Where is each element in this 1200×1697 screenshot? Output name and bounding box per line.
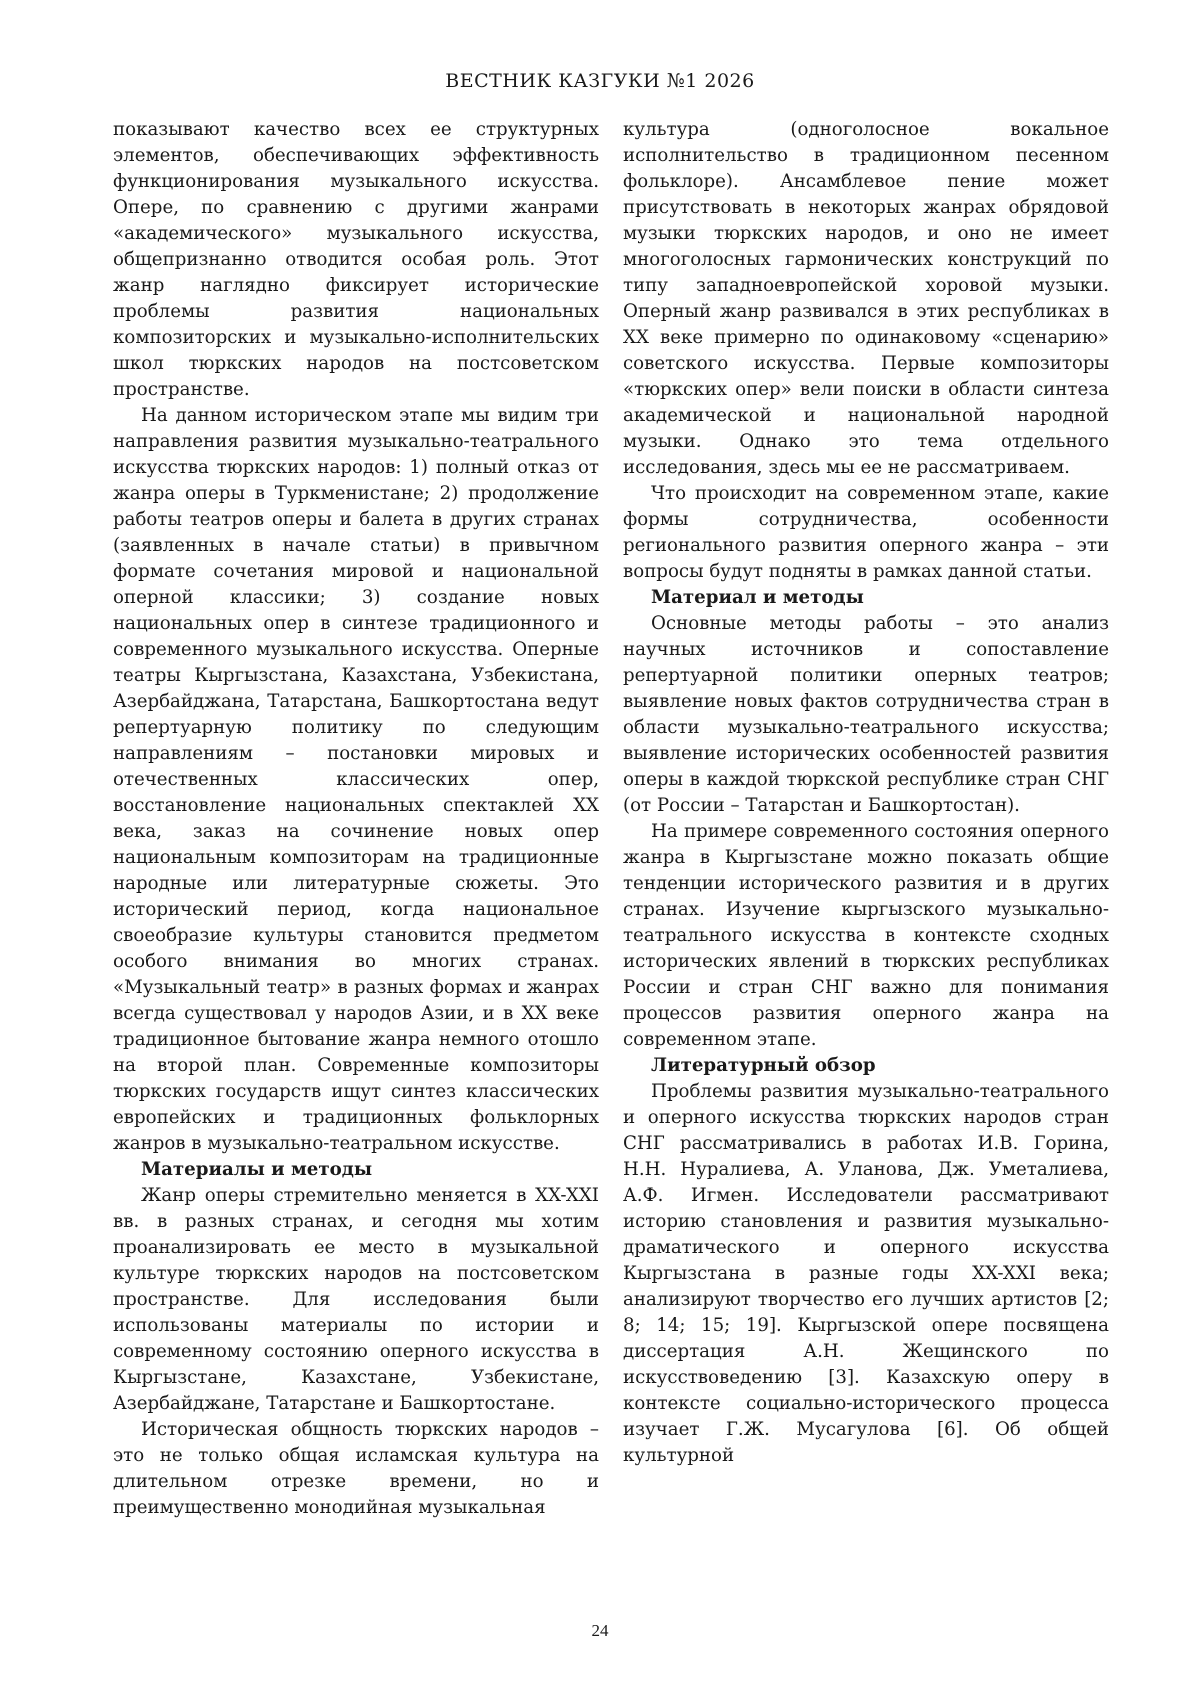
section-heading: Материалы и методы (141, 1159, 373, 1180)
section-heading: Материал и методы (651, 587, 864, 608)
paragraph: Что происходит на современном этапе, какие формы сотрудничества, особенности регионального развития оперного жанра – эти вопросы будут подняты в рамках данной статьи. (623, 483, 1109, 582)
left-column (113, 117, 599, 1521)
right-column (623, 117, 1109, 1469)
section-heading: Литературный обзор (651, 1055, 876, 1076)
paragraph: Проблемы развития музыкально-театрального и оперного искусства тюркских народов стран СНГ рассматривались в работах И.В. Горина, Н.Н. Нуралиева, А. Уланова, Дж. Уметалиева, А.Ф. Игмен. Исследователи рассматривают историю становления и развития музыкально-драматического и оперного искусства Кыргызстана в разные годы XX-XXI века; анализируют творчество его лучших артистов [2; 8; 14; 15; 19]. Кыргызской опере посвящена диссертация А.Н. Жещинского по искусствоведению [3]. Казахскую оперу в контексте социально-исторического процесса изучает Г.Ж. Мусагулова [6]. Об общей культурной (623, 1081, 1109, 1466)
journal-header: ВЕСТНИК КАЗГУКИ №1 2026 (445, 70, 755, 92)
paragraph: Историческая общность тюркских народов – это не только общая исламская культура на длительном отрезке времени, но и преимущественно монодийная музыкальная (113, 1419, 599, 1518)
paragraph: Основные методы работы – это анализ научных источников и сопоставление репертуарной политики оперных театров; выявление новых фактов сотрудничества стран в области музыкально-театрального искусства; выявление исторических особенностей развития оперы в каждой тюркской республике стран СНГ (от России – Татарстан и Башкортостан). (623, 613, 1109, 816)
paragraph: Жанр оперы стремительно меняется в XX-XXI вв. в разных странах, и сегодня мы хотим проанализировать ее место в музыкальной культуре тюркских народов на постсоветском пространстве. Для исследования были использованы материалы по истории и современному состоянию оперного искусства в Кыргызстане, Казахстане, Узбекистане, Азербайджане, Татарстане и Башкортостане. (113, 1185, 599, 1414)
paragraph: На примере современного состояния оперного жанра в Кыргызстане можно показать общие тенденции исторического развития и в других странах. Изучение кыргызского музыкально-театрального искусства в контексте сходных исторических явлений в тюркских республиках России и стран СНГ важно для понимания процессов развития оперного жанра на современном этапе. (623, 821, 1109, 1050)
page-number: 24 (591, 1621, 609, 1640)
paragraph: На данном историческом этапе мы видим три направления развития музыкально-театрального искусства тюркских народов: 1) полный отказ от жанра оперы в Туркменистане; 2) продолжение работы театров оперы и балета в других странах (заявленных в начале статьи) в привычном формате сочетания мировой и национальной оперной классики; 3) создание новых национальных опер в синтезе традиционного и современного музыкального искусства. Оперные театры Кыргызстана, Казахстана, Узбекистана, Азербайджана, Татарстана, Башкортостана ведут репертуарную политику по следующим направлениям – постановки мировых и отечественных классических опер, восстановление национальных спектаклей XX века, заказ на сочинение новых опер национальным композиторам на традиционные народные или литературные сюжеты. Это исторический период, когда национальное своеобразие культуры становится предметом особого внимания во многих странах. «Музыкальный театр» в разных формах и жанрах всегда существовал у народов Азии, и в XX веке традиционное бытование жанра немного отошло на второй план. Современные композиторы тюркских государств ищут синтез классических европейских и традиционных фольклорных жанров в музыкально-театральном искусстве. (113, 405, 599, 1154)
paragraph: показывают качество всех ее структурных элементов, обеспечивающих эффективность функционирования музыкального искусства. Опере, по сравнению с другими жанрами «академического» музыкального искусства, общепризнанно отводится особая роль. Этот жанр наглядно фиксирует исторические проблемы развития национальных композиторских и музыкально-исполнительских школ тюркских народов на постсоветском пространстве. (113, 119, 599, 400)
paragraph: культура (одноголосное вокальное исполнительство в традиционном песенном фольклоре). Ансамблевое пение может присутствовать в некоторых жанрах обрядовой музыки тюркских народов, и оно не имеет многоголосных гармонических конструкций по типу западноевропейской хоровой музыки. Оперный жанр развивался в этих республиках в XX веке примерно по одинаковому «сценарию» советского искусства. Первые композиторы «тюркских опер» вели поиски в области синтеза академической и национальной народной музыки. Однако это тема отдельного исследования, здесь мы ее не рассматриваем. (623, 119, 1109, 478)
